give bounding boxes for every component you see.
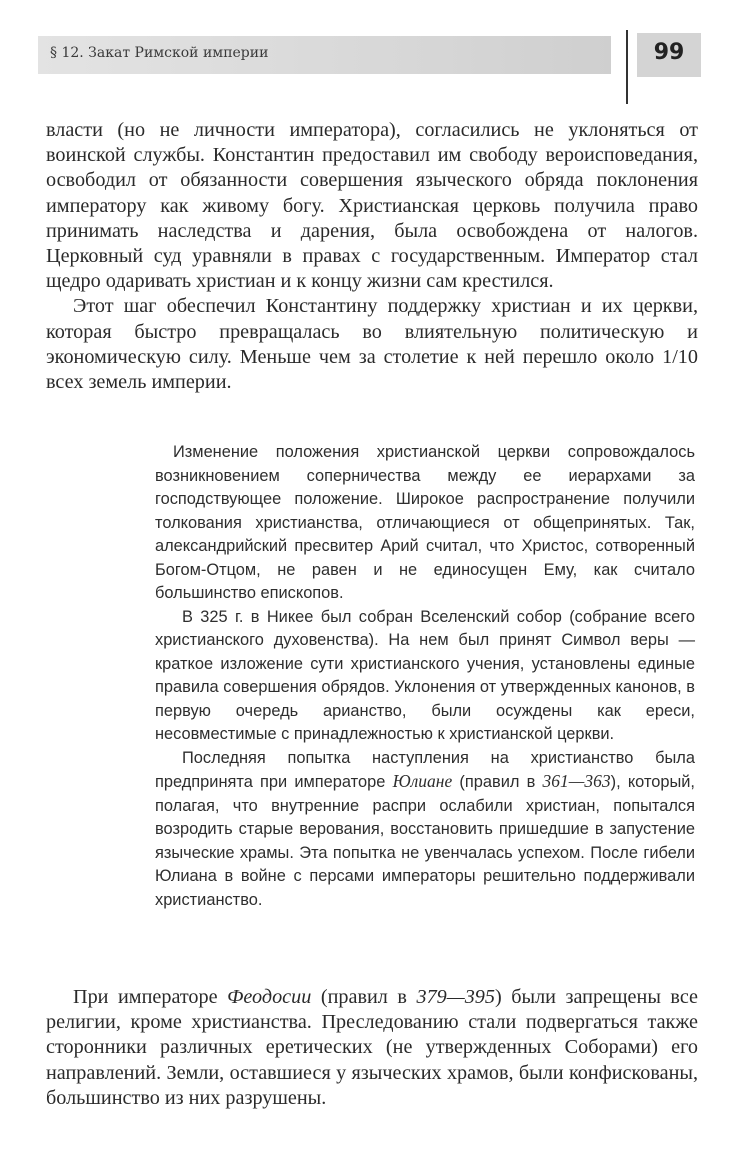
outro-text-c: ) были запрещены все религии, кроме христианства. Преследованию стали подвергаться также сторонники различных еретических (не утвержденных Соборами) его направлений. Земли, оставшиеся у языческих храмов, были конфискованы, большинство из них разрушены. — [46, 986, 698, 1109]
emperor-julian-name: Юлиане — [392, 771, 453, 791]
header-divider — [626, 30, 628, 104]
small-paragraph-1: Изменение положения христианской церкви сопровождалось возникновением соперничества между ее иерархами за господствующее положение. Широкое распространение получили толкования христианства, отличающиеся от общепринятых. Так, александрийский пресвитер Арий считал, что Христос, сотворенный Богом-Отцом, не равен и не единосущен Ему, как считало большинство епископов. — [155, 443, 695, 602]
small-paragraph-3 — [155, 747, 695, 913]
emperor-theodosius-name: Феодосии — [227, 986, 312, 1008]
chapter-title: § 12. Закат Римской империи — [50, 45, 269, 61]
small-p3-text-b: (правил в — [452, 773, 543, 791]
page-number-box — [637, 33, 701, 77]
small-p3-text-c: ), который, полагая, что внутренние распри ослабили христиан, попытался возродить старые верования, восстановить пришедшие в запустение языческие храмы. Эта попытка не увенчалась успехом. После гибели Юлиана в войне с персами императоры решительно поддерживали христианство. — [155, 773, 695, 909]
outro-text-a: При императоре — [73, 986, 228, 1008]
outro-text — [46, 985, 698, 1111]
intro-text — [46, 118, 698, 395]
theodosius-reign-years: 379—395 — [416, 986, 495, 1008]
intro-paragraph-2: Этот шаг обеспечил Константину поддержку христиан и их церкви, которая быстро превращалась во влиятельную политическую и экономическую силу. Меньше чем за столетие к ней перешло около 1/10 всех земель империи. — [46, 295, 698, 394]
outro-text-b: (правил в — [311, 986, 417, 1008]
intro-paragraph-1: власти (но не личности императора), согласились не уклоняться от воинской службы. Константин предоставил им свободу вероисповедания, освободил от обязанности совершения языческого обряда поклонения императору как живому богу. Христианская церковь получила право принимать наследства и дарения, была освобождена от налогов. Церковный суд уравняли в правах с государственным. Император стал щедро одаривать христиан и к концу жизни сам крестился. — [46, 119, 698, 293]
page-number: 99 — [653, 40, 685, 65]
julian-reign-years: 361—363 — [542, 771, 611, 791]
small-paragraph-2: В 325 г. в Никее был собран Вселенский собор (собрание всего христианского духовенства). На нем был принят Символ веры — краткое изложение сути христианского учения, установлены единые правила совершения обрядов. Уклонения от утвержденных канонов, в первую очередь арианство, были осуждены как ереси, несовместимые с принадлежностью к христианской церкви. — [155, 607, 695, 743]
chapter-header-bar — [38, 36, 611, 74]
small-p3-text-a: Последняя попытка наступления на христианство была предпринята при императоре — [155, 748, 695, 791]
outro-paragraph — [46, 985, 698, 1111]
small-print-block — [155, 441, 695, 912]
